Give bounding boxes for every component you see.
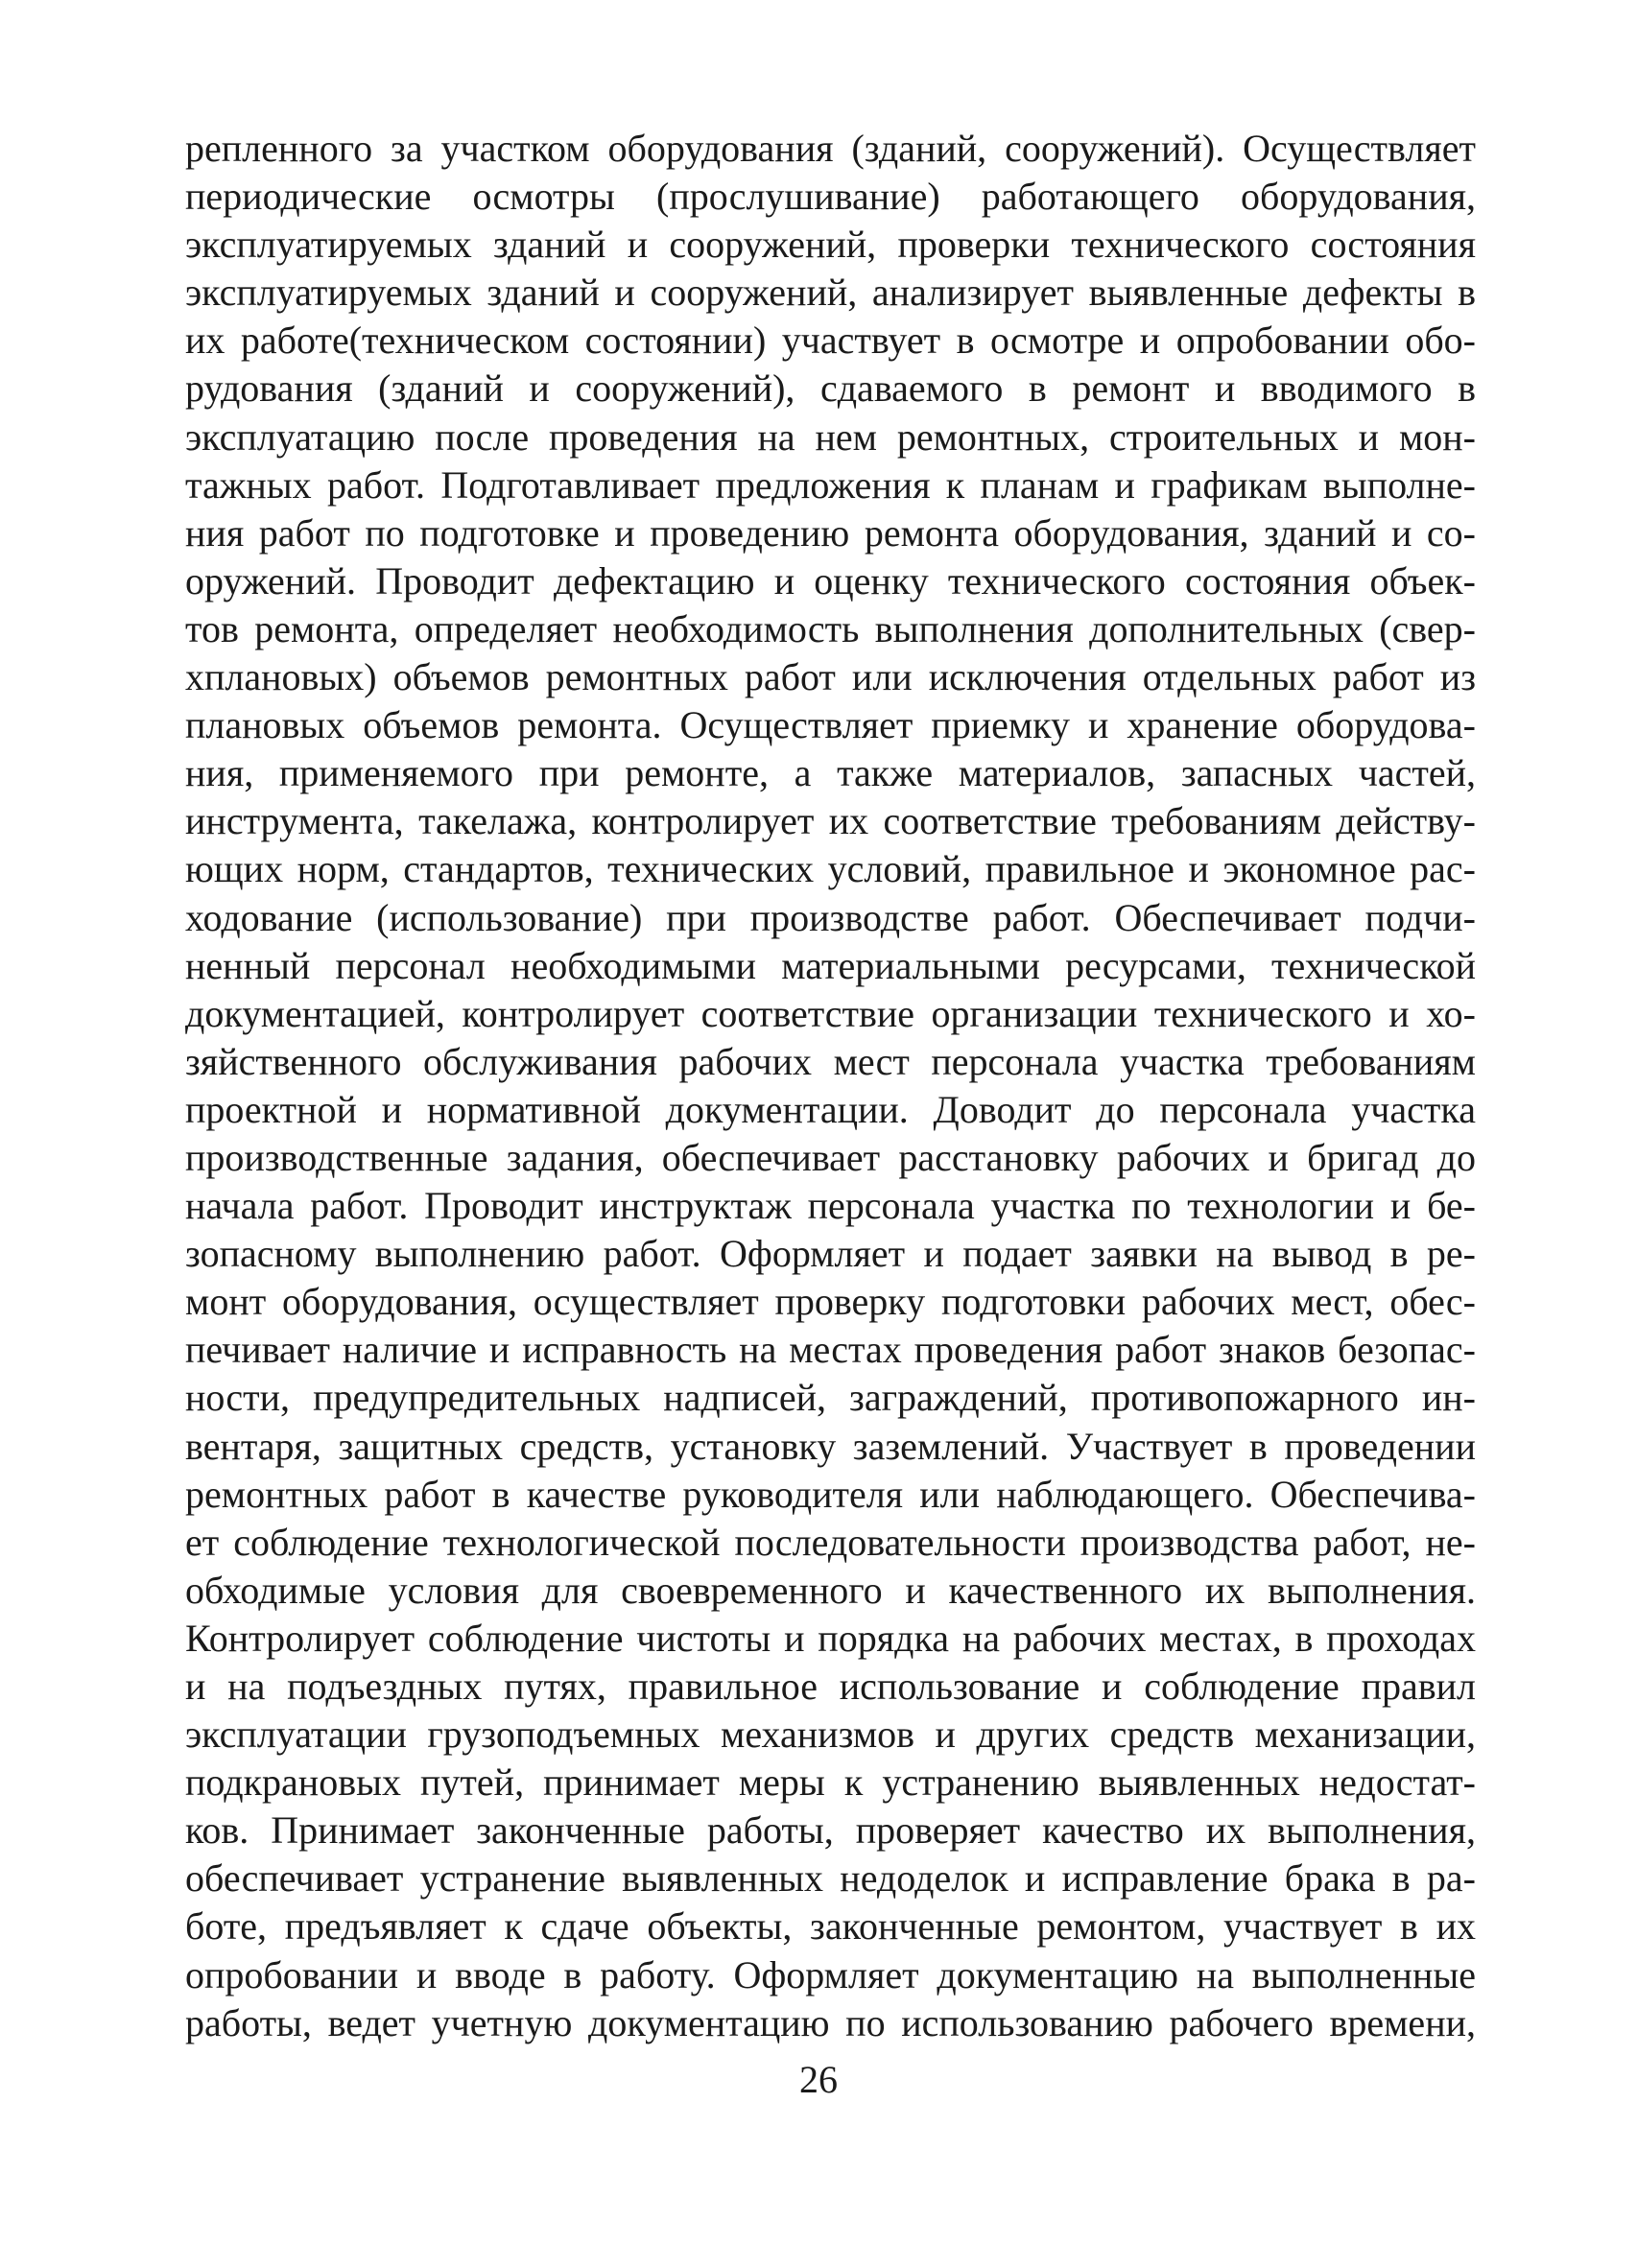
text-line: ремонтных работ в качестве руководителя или наблюдающего. Обеспечива- <box>185 1472 1476 1516</box>
text-line: оружений. Проводит дефектацию и оценку технического состояния объек- <box>185 558 1476 602</box>
text-line: хплановых) объемов ремонтных работ или исключения отдельных работ из <box>185 655 1476 699</box>
text-line: начала работ. Проводит инструктаж персонала участка по технологии и бе- <box>185 1184 1476 1228</box>
text-line: и на подъездных путях, правильное использование и соблюдение правил <box>185 1665 1476 1708</box>
text-line: тажных работ. Подготавливает предложения к планам и графикам выполне- <box>185 462 1476 507</box>
text-line: тов ремонта, определяет необходимость выполнения дополнительных (свер- <box>185 606 1476 650</box>
text-line: монт оборудования, осуществляет проверку подготовки рабочих мест, обес- <box>185 1280 1476 1324</box>
text-line: их работе(техническом состоянии) участвует в осмотре и опробовании обо- <box>185 319 1476 363</box>
text-line: ния работ по подготовке и проведению ремонта оборудования, зданий и со- <box>185 510 1476 555</box>
text-line: плановых объемов ремонта. Осуществляет приемку и хранение оборудова- <box>185 703 1476 747</box>
text-line: производственные задания, обеспечивает расстановку рабочих и бригад до <box>185 1135 1476 1179</box>
text-line: эксплуатируемых зданий и сооружений, проверки технического состояния <box>185 223 1476 267</box>
text-line: зопасному выполнению работ. Оформляет и подает заявки на вывод в ре- <box>185 1232 1476 1276</box>
text-line: ния, применяемого при ремонте, а также материалов, запасных частей, <box>185 751 1476 795</box>
page-number: 26 <box>799 2058 838 2101</box>
text-line: опробовании и вводе в работу. Оформляет документацию на выполненные <box>185 1952 1476 1996</box>
text-line: ходование (использование) при производстве работ. Обеспечивает подчи- <box>185 895 1476 939</box>
text-line: эксплуатируемых зданий и сооружений, анализирует выявленные дефекты в <box>185 271 1476 315</box>
text-line: ющих норм, стандартов, технических условий, правильное и экономное рас- <box>185 847 1476 891</box>
text-line: рудования (зданий и сооружений), сдаваемого в ремонт и вводимого в <box>185 366 1476 411</box>
text-line: инструмента, такелажа, контролирует их соответствие требованиям действу- <box>185 799 1476 843</box>
text-line: обходимые условия для своевременного и качественного их выполнения. <box>185 1568 1476 1612</box>
text-line: ности, предупредительных надписей, заграждений, противопожарного ин- <box>185 1376 1476 1420</box>
text-line: зяйственного обслуживания рабочих мест персонала участка требованиям <box>185 1039 1476 1083</box>
body-text <box>185 125 1476 2047</box>
text-line: работы, ведет учетную документацию по использованию рабочего времени, <box>185 2000 1476 2044</box>
text-line: боте, предъявляет к сдаче объекты, законченные ремонтом, участвует в их <box>185 1904 1476 1949</box>
text-line: печивает наличие и исправность на местах проведения работ знаков безопас- <box>185 1328 1476 1372</box>
text-line: проектной и нормативной документации. Доводит до персонала участка <box>185 1087 1476 1131</box>
text-line: эксплуатацию после проведения на нем ремонтных, строительных и мон- <box>185 414 1476 459</box>
text-line: вентаря, защитных средств, установку заземлений. Участвует в проведении <box>185 1424 1476 1468</box>
text-line: ков. Принимает законченные работы, проверяет качество их выполнения, <box>185 1808 1476 1853</box>
text-line: ненный персонал необходимыми материальными ресурсами, технической <box>185 943 1476 987</box>
text-line: документацией, контролирует соответствие организации технического и хо- <box>185 991 1476 1035</box>
text-line: периодические осмотры (прослушивание) работающего оборудования, <box>185 175 1476 219</box>
text-line: репленного за участком оборудования (зданий, сооружений). Осуществляет <box>185 127 1476 170</box>
text-line: Контролирует соблюдение чистоты и порядка на рабочих местах, в проходах <box>185 1616 1476 1660</box>
text-line: обеспечивает устранение выявленных недоделок и исправление брака в ра- <box>185 1856 1476 1901</box>
text-line: эксплуатации грузоподъемных механизмов и других средств механизации, <box>185 1713 1476 1757</box>
text-line: ет соблюдение технологической последовательности производства работ, не- <box>185 1520 1476 1564</box>
text-line: подкрановых путей, принимает меры к устранению выявленных недостат- <box>185 1760 1476 1805</box>
